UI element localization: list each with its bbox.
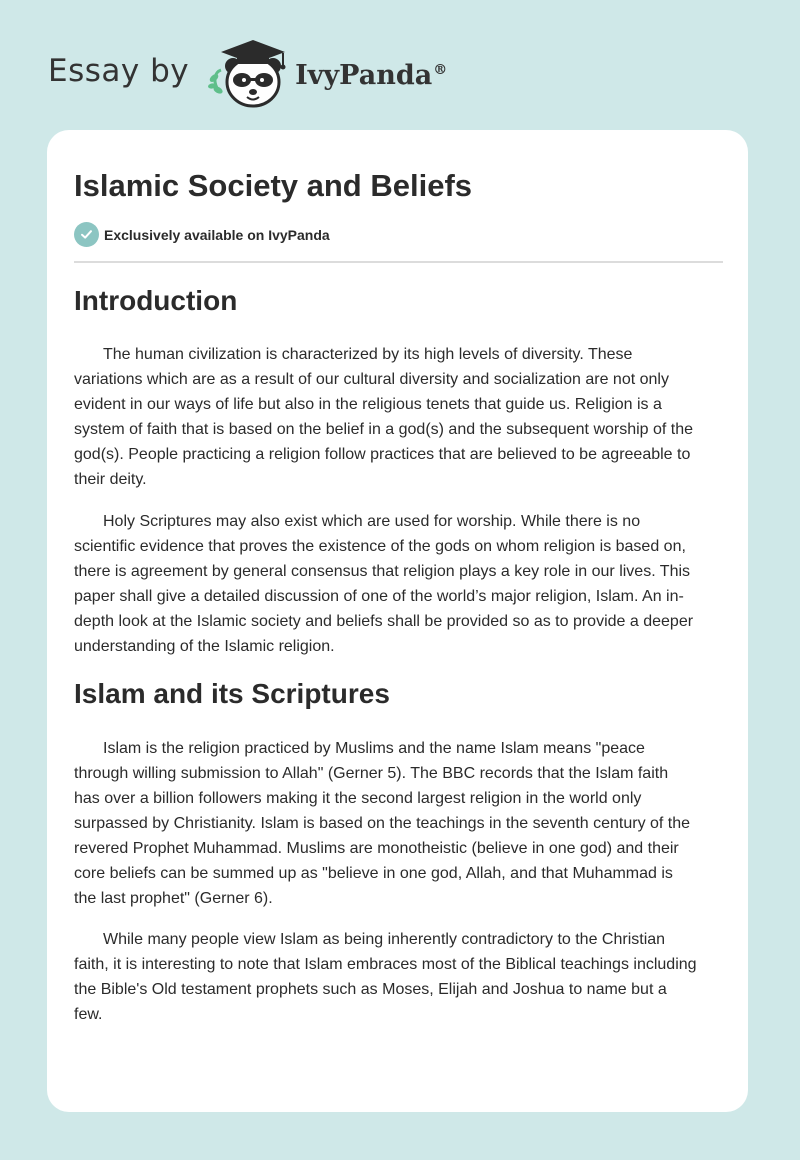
- panda-graduation-cap-icon[interactable]: [203, 34, 293, 114]
- paragraph: While many people view Islam as being inherently contradictory to the Christian faith, it is interesting to note that Islam embraces most of the Biblical teachings including the Bible's Old testament prophets such as Moses, Elijah and Joshua to name but a few.: [74, 931, 697, 1023]
- registered-mark: ®: [433, 61, 448, 78]
- check-circle-icon: [74, 222, 99, 247]
- paragraph: Holy Scriptures may also exist which are used for worship. While there is no scientific evidence that proves the existence of the gods on whom religion is based on, there is agreement by general consensus that religion plays a key role in our lives. This paper shall give a detailed discussion of one of the world’s major religion, Islam. An in- depth look at the Islamic society and beliefs shall be provided so as to provide a deeper understanding of the Islamic religion.: [74, 513, 694, 655]
- essay-by-label: Essay by: [48, 53, 190, 89]
- divider: [74, 261, 723, 263]
- site-header: [48, 34, 447, 114]
- essay-card: [47, 130, 748, 1112]
- section-heading-islam-and-its-scriptures: Islam and its Scriptures: [74, 678, 390, 709]
- paragraph: The human civilization is characterized by its high levels of diversity. These variations which are as a result of our cultural diversity and socialization are not only evident in our ways of life but also in the religious tenets that guide us. Religion is a system of faith that is based on the belief in a god(s) and the subsequent worship of the god(s). People practicing a religion follow practices that are believed to be agreeable to their deity.: [74, 346, 694, 488]
- exclusive-badge-text: Exclusively available on IvyPanda: [104, 226, 330, 243]
- page-title: Islamic Society and Beliefs: [74, 168, 473, 203]
- paragraph: Islam is the religion practiced by Muslims and the name Islam means "peace through willing submission to Allah" (Gerner 5). The BBC records that the Islam faith has over a billion followers making it the second largest religion in the world only surpassed by Christianity. Islam is based on the teachings in the seventh century of the revered Prophet Muhammad. Muslims are monotheistic (believe in one god) and their core beliefs can be summed up as "believe in one god, Allah, and that Muhammad is the last prophet" (Gerner 6).: [74, 740, 691, 907]
- exclusive-badge: [74, 222, 330, 247]
- brand-name[interactable]: IvyPanda®: [295, 59, 448, 91]
- section-heading-introduction: Introduction: [74, 285, 238, 316]
